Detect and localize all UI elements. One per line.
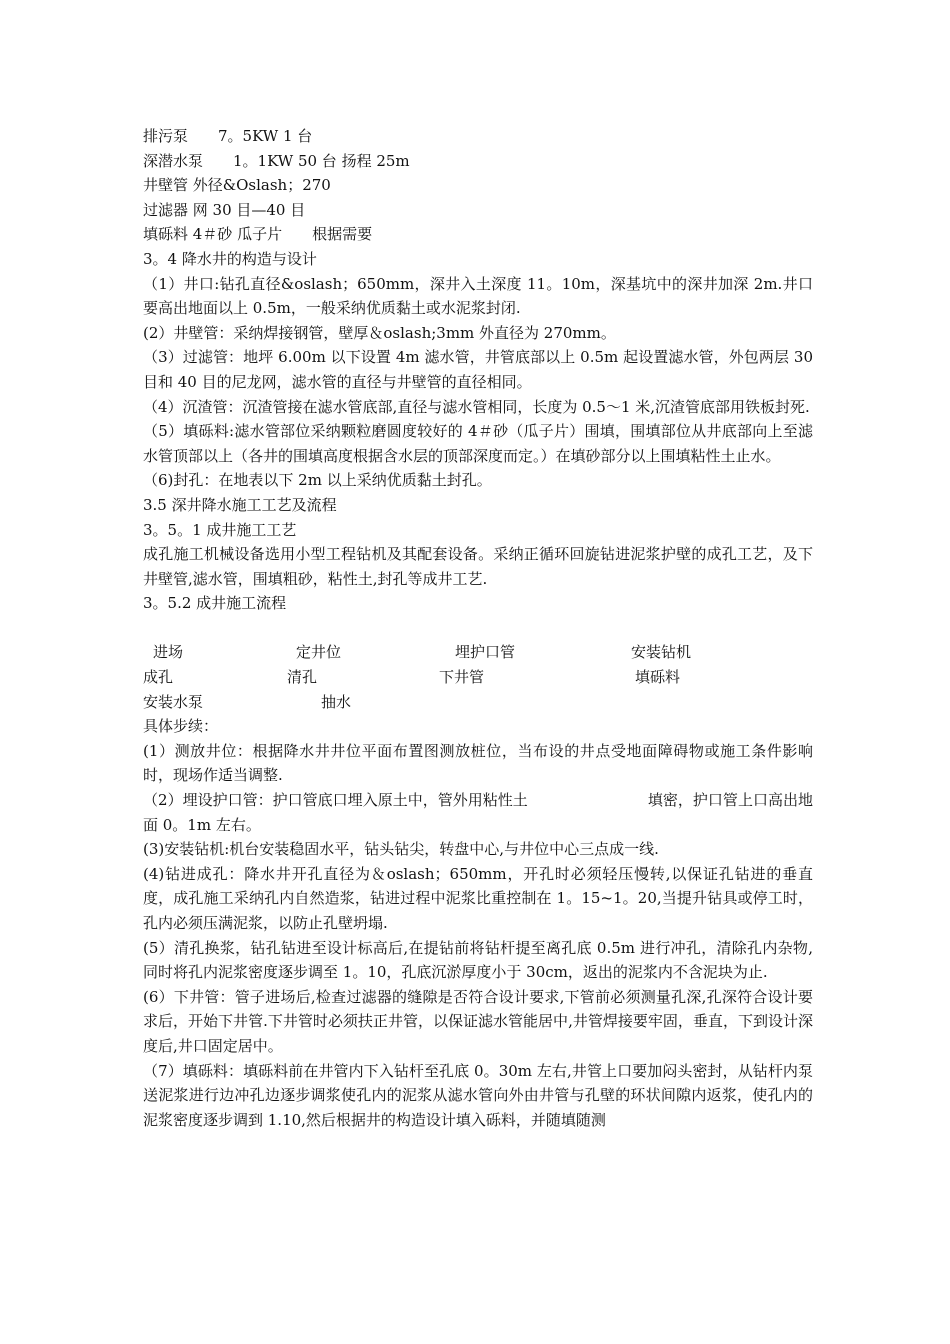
gravel-fill-paragraph: （5）填砾料:滤水管部位采纳颗粒磨圆度较好的 4＃砂（瓜子片）围填，围填部位从井底部向上至滤水管顶部以上（各井的围填高度根据含水层的顶部深度而定。）在填砂部分以上围填粘性土止水。: [143, 422, 813, 465]
step-2-paragraph: （2）埋设护口管：护口管底口埋入原土中，管外用粘性土 填密，护口管上口高出地面 0。1m 左右。: [143, 791, 813, 834]
flow-step-install-rig: 安装钻机: [631, 643, 692, 662]
equipment-line-5: 填砾料 4＃砂 瓜子片 根据需要: [143, 225, 373, 244]
well-mouth-paragraph: （1）井口:钻孔直径&oslash；650mm，深井入土深度 11。10m，深基坑中的深井加深 2m.井口要高出地面以上 0.5m，一般采纳优质黏土或水泥浆封闭.: [143, 274, 813, 318]
section-3-5-heading: 3.5 深井降水施工工艺及流程: [143, 495, 337, 514]
flow-step-clean-hole: 清孔: [287, 668, 318, 687]
seal-hole-paragraph: （6)封孔：在地表以下 2m 以上采纳优质黏土封孔。: [143, 471, 492, 490]
document-body: [143, 124, 813, 1132]
flow-step-pump-water: 抽水: [321, 692, 352, 711]
equipment-line-4: 过滤器 网 30 目—40 目: [143, 200, 306, 219]
section-3-5-2-heading: 3。5.2 成井施工流程: [143, 594, 287, 613]
flow-step-fill-gravel: 填砾料: [635, 668, 681, 687]
flow-row-1: [143, 640, 813, 665]
flow-row-3: [143, 690, 813, 715]
flow-step-locate-well: 定井位: [296, 643, 342, 662]
sediment-pipe-paragraph: （4）沉渣管：沉渣管接在滤水管底部,直径与滤水管相同，长度为 0.5～1 米,沉渣管底部用铁板封死.: [143, 397, 810, 416]
step-3-paragraph: (3)安装钻机:机台安装稳固水平，钻头钻尖，转盘中心,与井位中心三点成一线.: [143, 840, 659, 859]
step-7-paragraph: （7）填砾料：填砾料前在井管内下入钻杆至孔底 0。30m 左右,井管上口要加闷头密封，从钻杆内泵送泥浆进行边冲孔边逐步调浆使孔内的泥浆从滤水管向外由井管与孔壁的环状间隙内返浆，使孔内的泥浆密度逐步调到 1.10,然后根据井的构造设计填入砾料，并随填随测: [143, 1061, 813, 1129]
flow-step-lower-pipe: 下井管: [439, 668, 485, 687]
well-process-paragraph: 成孔施工机械设备选用小型工程钻机及其配套设备。采纳正循环回旋钻进泥浆护壁的成孔工艺，及下井壁管,滤水管，围填粗砂，粘性土,封孔等成井工艺.: [143, 545, 813, 588]
flow-spacer: [143, 616, 813, 641]
flow-step-bury-casing: 埋护口管: [455, 643, 516, 662]
step-6-paragraph: (6）下井管：管子进场后,检查过滤器的缝隙是否符合设计要求,下管前必须测量孔深,孔深符合设计要求后，开始下井管.下井管时必须扶正井管，以保证滤水管能居中,井管焊接要牢固，垂直，下到设计深度后,井口固定居中。: [143, 987, 813, 1055]
flow-row-2: [143, 665, 813, 690]
equipment-line-1: 排污泵 7。5KW 1 台: [143, 127, 313, 145]
step-5-paragraph: (5）清孔换浆，钻孔钻进至设计标高后,在提钻前将钻杆提至离孔底 0.5m 进行冲孔，清除孔内杂物,同时将孔内泥浆密度逐步调至 1。10，孔底沉淤厚度小于 30cm，返出的泥浆内不含泥块为止.: [143, 938, 813, 982]
steps-heading: 具体步续：: [143, 717, 219, 736]
flow-step-install-pump: 安装水泵: [143, 692, 204, 711]
section-3-5-1-heading: 3。5。1 成井施工工艺: [143, 520, 297, 539]
flow-step-enter-site: 进场: [153, 643, 184, 662]
flow-step-drill-hole: 成孔: [143, 668, 174, 687]
filter-pipe-paragraph: （3）过滤管：地坪 6.00m 以下设置 4m 滤水管，井管底部以上 0.5m 起设置滤水管，外包两层 30 目和 40 目的尼龙网，滤水管的直径与井壁管的直径相同。: [143, 348, 813, 391]
equipment-line-2: 深潜水泵 1。1KW 50 台 扬程 25m: [143, 151, 410, 170]
well-wall-pipe-paragraph: (2）井壁管：采纳焊接钢管，壁厚＆oslash;3mm 外直径为 270mm。: [143, 323, 616, 342]
step-1-paragraph: (1）测放井位：根据降水井井位平面布置图测放桩位，当布设的井点受地面障碍物或施工条件影响时，现场作适当调整.: [143, 741, 813, 785]
equipment-line-3: 井壁管 外径&Oslash；270: [143, 176, 331, 195]
step-4-paragraph: (4)钻进成孔：降水井开孔直径为＆oslash；650mm，开孔时必须轻压慢转,以保证孔钻进的垂直度，成孔施工采纳孔内自然造浆，钻进过程中泥浆比重控制在 1。15~1。20,当提升钻具或停工时，孔内必须压满泥浆，以防止孔壁坍塌.: [143, 864, 813, 932]
section-3-4-heading: 3。4 降水井的构造与设计: [143, 249, 317, 268]
